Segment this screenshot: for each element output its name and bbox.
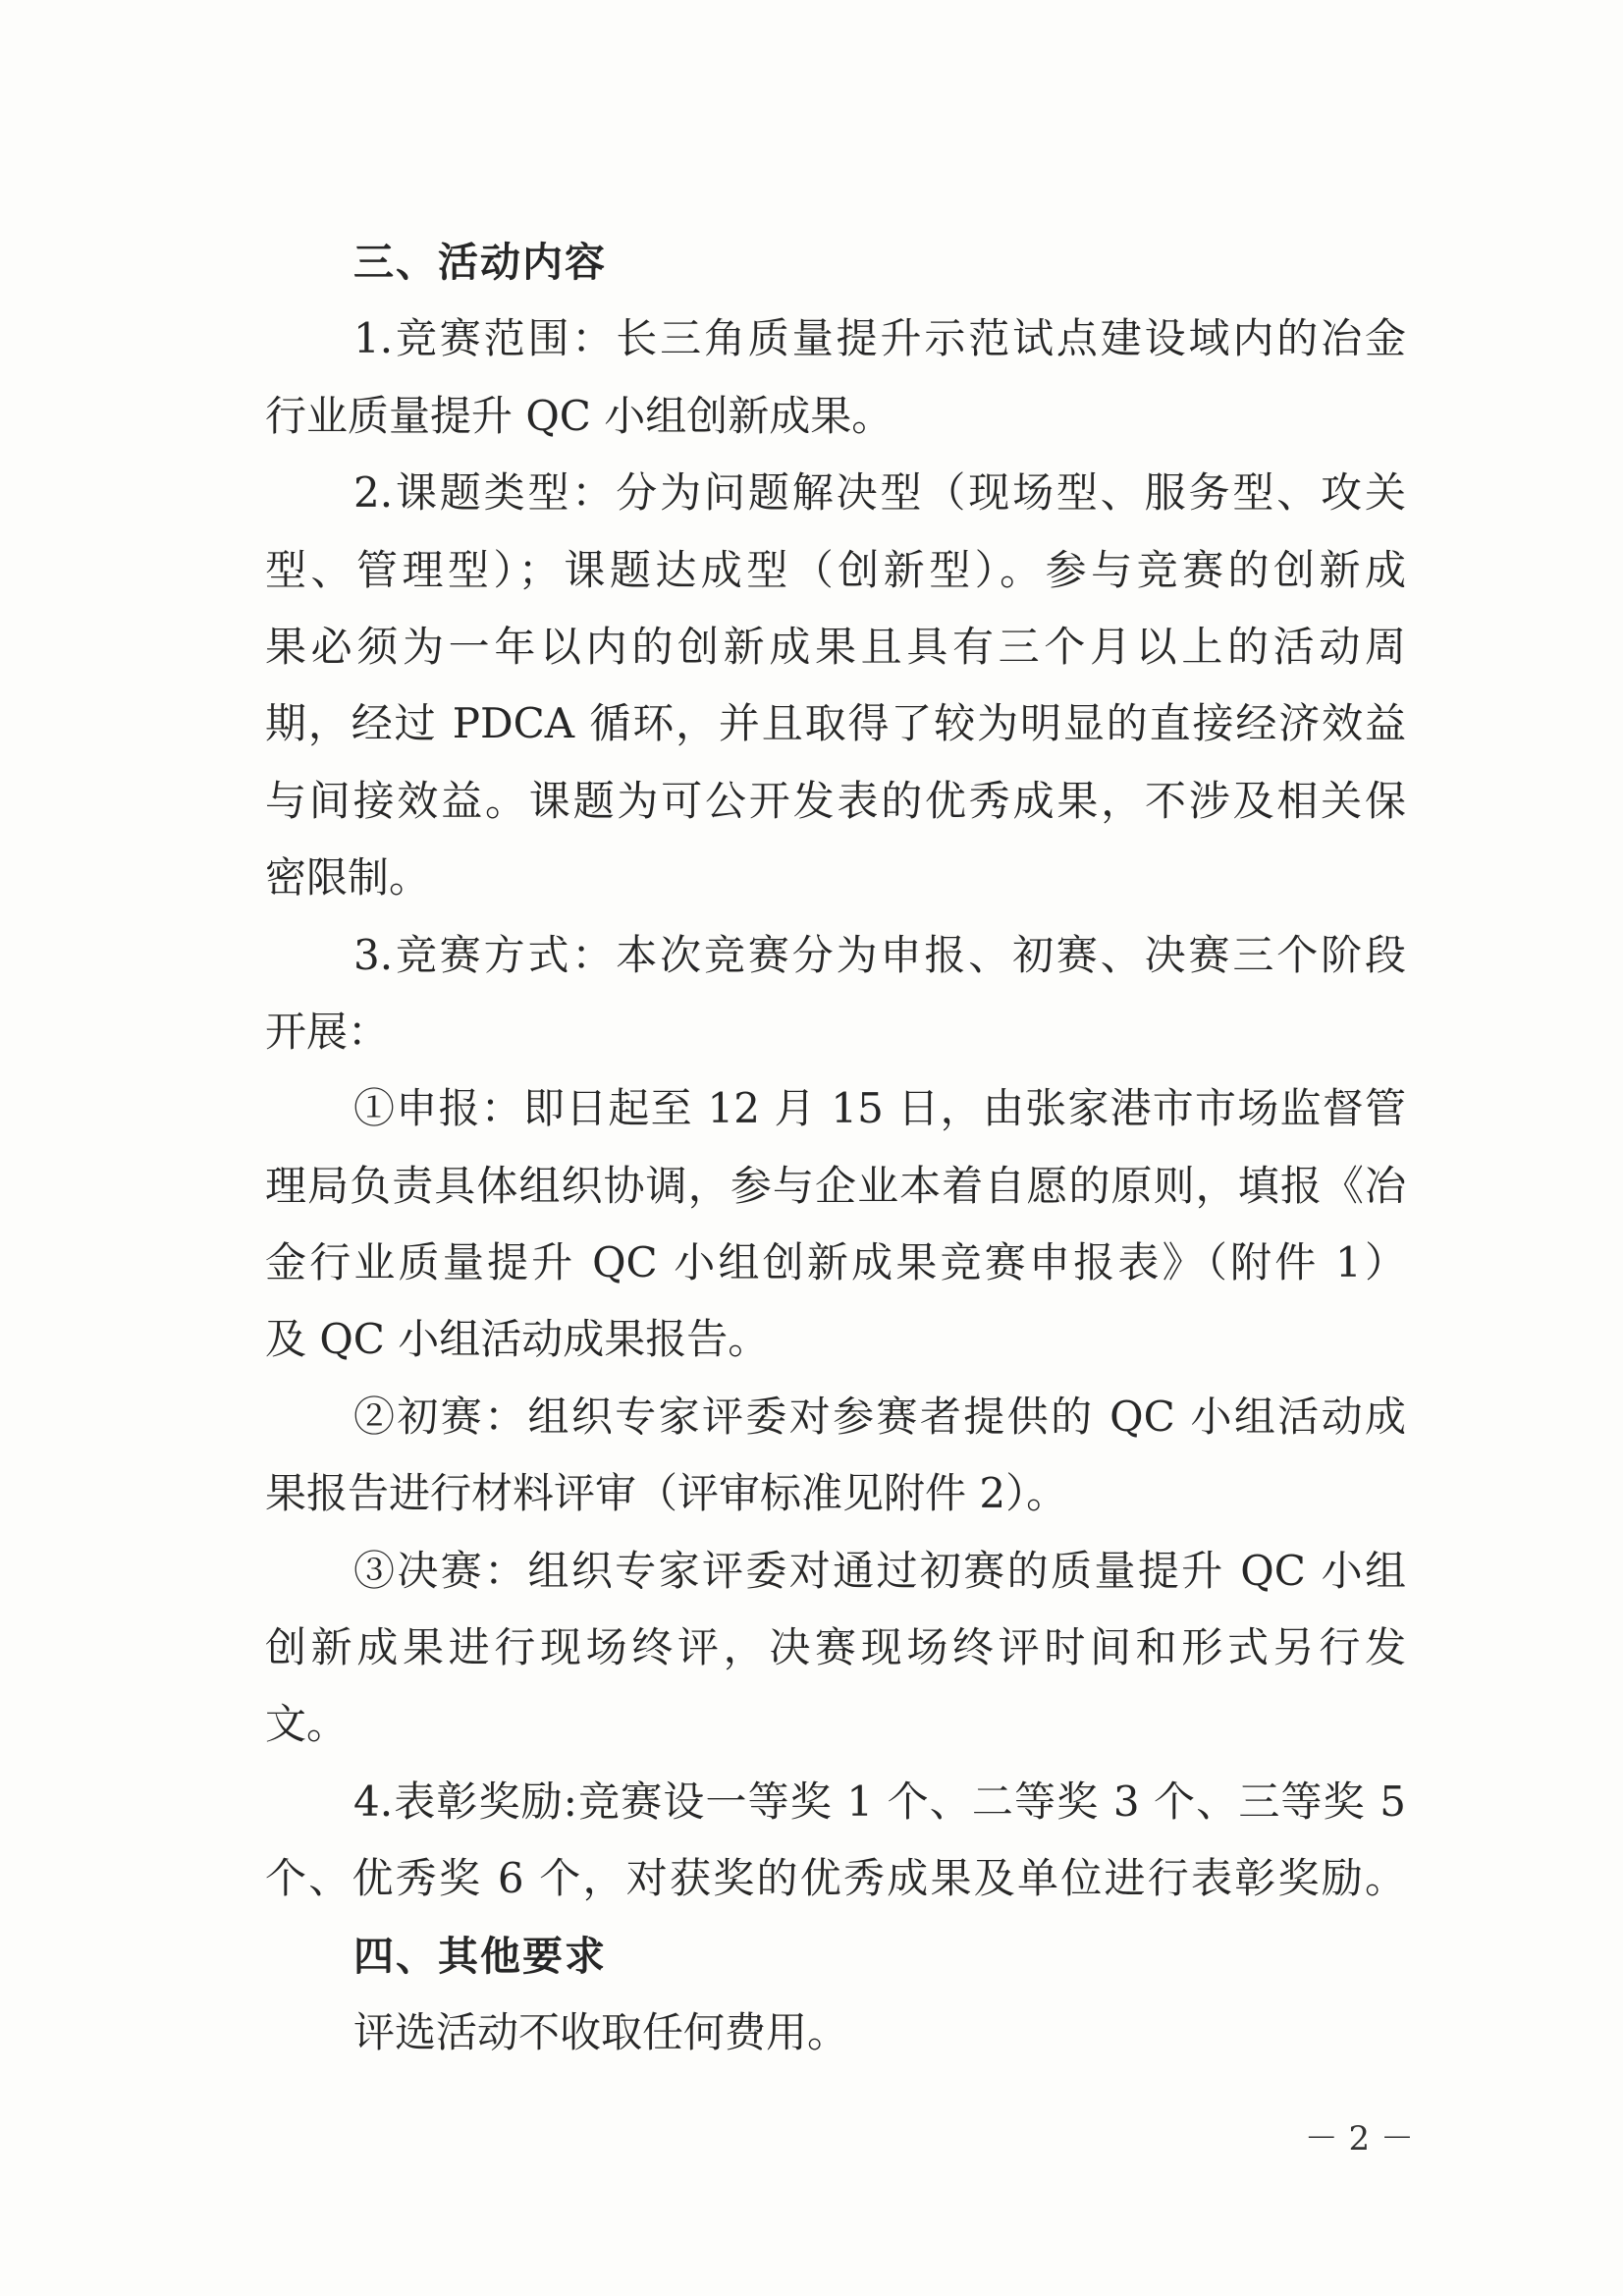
paragraph-line: 3.竞赛方式：本次竞赛分为申报、初赛、决赛三个阶段	[353, 930, 1406, 979]
paragraph-line: 创新成果进行现场终评，决赛现场终评时间和形式另行发	[265, 1623, 1406, 1672]
paragraph	[265, 1995, 1406, 2071]
section-heading: 四、其他要求	[353, 1932, 607, 1980]
paragraph-line: 果报告进行材料评审（评审标准见附件 2）。	[265, 1469, 1068, 1518]
page-number: － 2 －	[1304, 2119, 1414, 2159]
paragraph-line: 开展：	[265, 1007, 390, 1056]
paragraph-line: 密限制。	[265, 853, 431, 902]
paragraph-line: 2.课题类型：分为问题解决型（现场型、服务型、攻关	[353, 468, 1406, 518]
paragraph-line: 及 QC 小组活动成果报告。	[265, 1315, 770, 1364]
paragraph-line: 期，经过 PDCA 循环，并且取得了较为明显的直接经济效益	[265, 699, 1406, 748]
paragraph-line: ①申报：即日起至 12 月 15 日，由张家港市市场监督管	[353, 1084, 1406, 1133]
paragraph-line: 4.表彰奖励:竞赛设一等奖 1 个、二等奖 3 个、三等奖 5	[353, 1777, 1406, 1826]
paragraph	[265, 917, 1406, 1071]
paragraph	[265, 1533, 1406, 1764]
document-body	[265, 224, 1406, 2071]
paragraph-line: 1.竞赛范围：长三角质量提升示范试点建设域内的冶金	[353, 314, 1406, 363]
paragraph-line: 个、优秀奖 6 个，对获奖的优秀成果及单位进行表彰奖励。	[265, 1854, 1406, 1903]
paragraph-line: 理局负责具体组织协调，参与企业本着自愿的原则，填报《冶	[265, 1161, 1406, 1210]
paragraph-line: 评选活动不收取任何费用。	[353, 2007, 849, 2056]
paragraph-line: 型、管理型）；课题达成型（创新型）。参与竞赛的创新成	[265, 545, 1406, 594]
paragraph-line: 行业质量提升 QC 小组创新成果。	[265, 391, 893, 440]
section-heading: 三、活动内容	[353, 239, 607, 286]
paragraph	[265, 301, 1406, 455]
paragraph-line: 金行业质量提升 QC 小组创新成果竞赛申报表》（附件 1）	[265, 1238, 1406, 1287]
paragraph-line: ②初赛：组织专家评委对参赛者提供的 QC 小组活动成	[353, 1392, 1406, 1441]
paragraph-line: 文。	[265, 1700, 349, 1749]
paragraph	[265, 1764, 1406, 1918]
paragraph	[265, 1070, 1406, 1379]
paragraph	[265, 455, 1406, 916]
paragraph-line: 与间接效益。课题为可公开发表的优秀成果，不涉及相关保	[265, 776, 1406, 825]
paragraph	[265, 1379, 1406, 1533]
paragraph-line: ③决赛：组织专家评委对通过初赛的质量提升 QC 小组	[353, 1546, 1406, 1595]
paragraph-line: 果必须为一年以内的创新成果且具有三个月以上的活动周	[265, 622, 1406, 671]
